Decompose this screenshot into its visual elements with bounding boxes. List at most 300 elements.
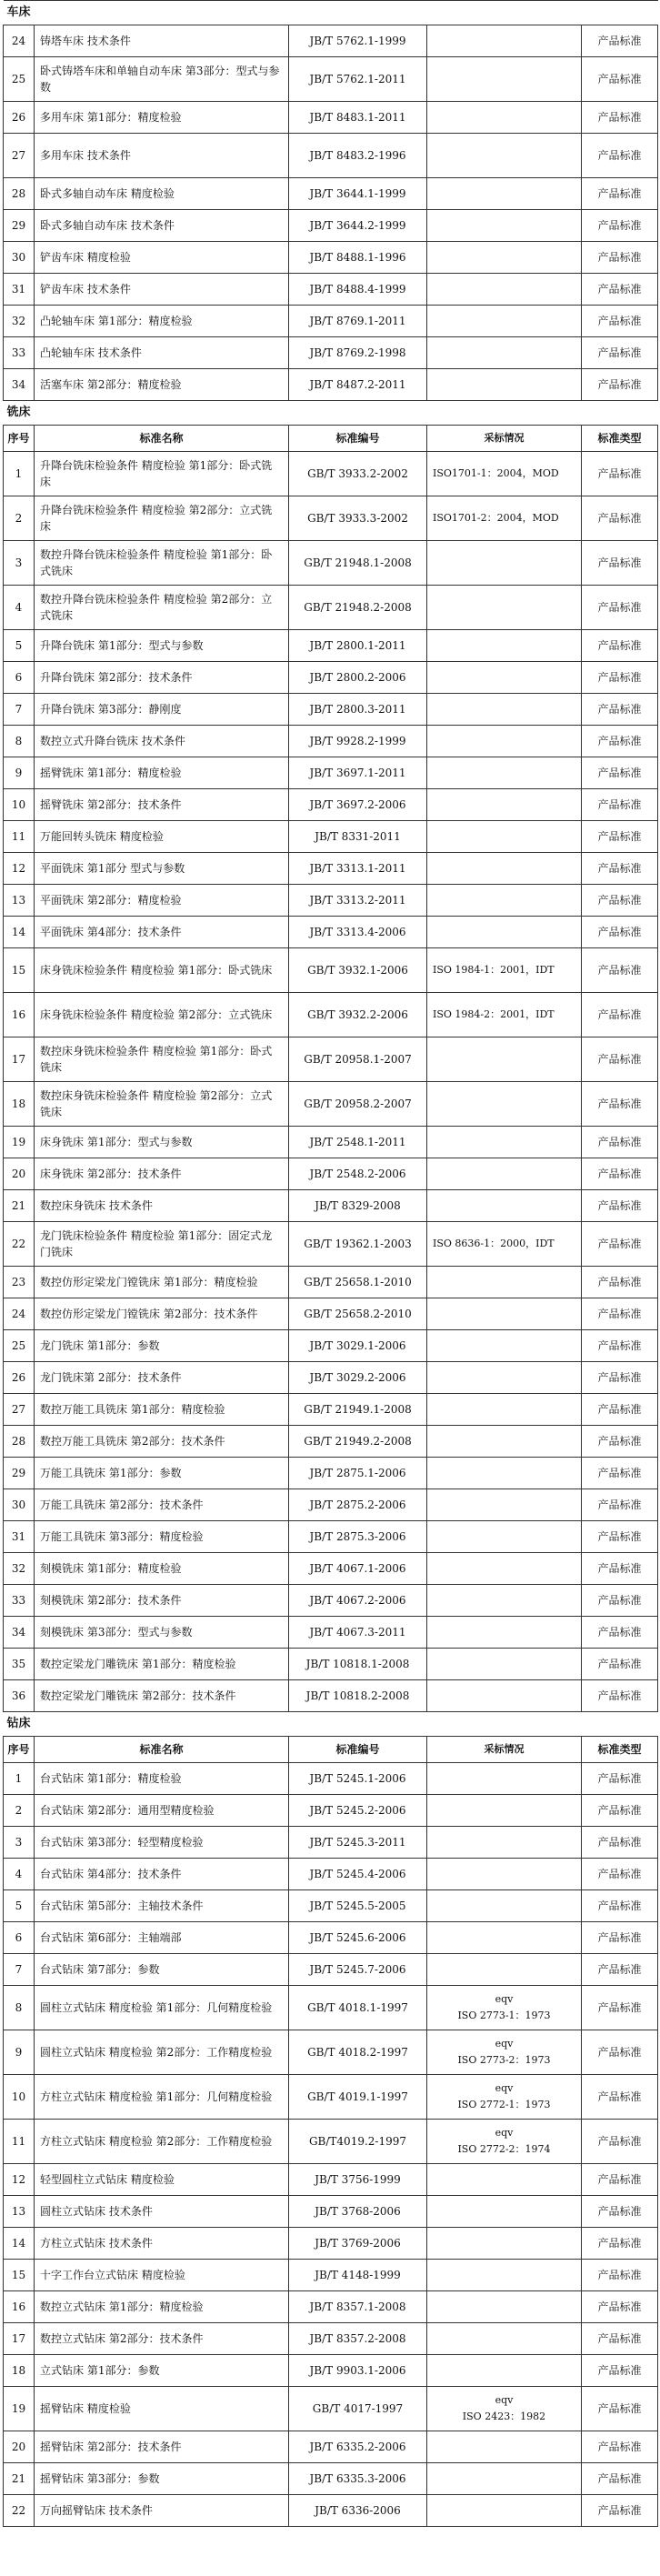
row-number: 5	[4, 630, 35, 662]
standard-type: 产品标准	[582, 917, 658, 948]
adoption-status	[427, 1617, 582, 1649]
row-number: 13	[4, 2196, 35, 2228]
row-number: 4	[4, 1859, 35, 1890]
standard-code: GB/T 4017-1997	[289, 2387, 427, 2431]
standard-code: GB/T 4019.1-1997	[289, 2075, 427, 2120]
standard-name: 数控床身铣床 技术条件	[35, 1190, 289, 1222]
standard-code: GB/T 3933.3-2002	[289, 496, 427, 541]
standard-name: 多用车床 技术条件	[35, 134, 289, 178]
table-row	[4, 2260, 658, 2291]
row-number: 32	[4, 1553, 35, 1585]
adoption-status	[427, 694, 582, 726]
standard-name: 数控升降台铣床检验条件 精度检验 第2部分：立式铣床	[35, 586, 289, 630]
row-number: 33	[4, 337, 35, 369]
adoption-status	[427, 1585, 582, 1617]
standard-code: JB/T 9928.2-1999	[289, 726, 427, 757]
row-number: 14	[4, 2228, 35, 2260]
table-row	[4, 452, 658, 496]
table-row	[4, 1158, 658, 1190]
standard-name: 卧式铸塔车床和单轴自动车床 第3部分：型式与参数	[35, 57, 289, 102]
table-row	[4, 1649, 658, 1680]
standard-type: 产品标准	[582, 789, 658, 821]
table-row	[4, 1127, 658, 1158]
row-number: 31	[4, 274, 35, 306]
standard-type: 产品标准	[582, 2463, 658, 2495]
table-row	[4, 2075, 658, 2120]
table-row	[4, 210, 658, 242]
table-row	[4, 496, 658, 541]
row-number: 24	[4, 25, 35, 57]
standard-type: 产品标准	[582, 2323, 658, 2355]
adoption-status	[427, 274, 582, 306]
standard-name: 方柱立式钻床 精度检验 第1部分：几何精度检验	[35, 2075, 289, 2120]
standard-name: 床身铣床 第2部分：技术条件	[35, 1158, 289, 1190]
standard-type: 产品标准	[582, 306, 658, 337]
standard-name: 数控床身铣床检验条件 精度检验 第1部分：卧式铣床	[35, 1037, 289, 1082]
adoption-status	[427, 2355, 582, 2387]
adoption-status	[427, 1553, 582, 1585]
standard-name: 数控立式钻床 第1部分：精度检验	[35, 2291, 289, 2323]
standard-code: JB/T 5245.2-2006	[289, 1795, 427, 1827]
standard-code: JB/T 3768-2006	[289, 2196, 427, 2228]
table-row	[4, 102, 658, 134]
table-row	[4, 1890, 658, 1922]
adoption-status	[427, 789, 582, 821]
adoption-status	[427, 369, 582, 401]
adoption-status: eqv ISO 2772-2：1974	[427, 2120, 582, 2164]
standard-type: 产品标准	[582, 2431, 658, 2463]
standard-type: 产品标准	[582, 1890, 658, 1922]
standard-type: 产品标准	[582, 1190, 658, 1222]
standard-type: 产品标准	[582, 2075, 658, 2120]
standard-name: 十字工作台立式钻床 精度检验	[35, 2260, 289, 2291]
adoption-status: eqv ISO 2773-2：1973	[427, 2030, 582, 2075]
standard-code: JB/T 4148-1999	[289, 2260, 427, 2291]
standard-name: 圆柱立式钻床 精度检验 第1部分：几何精度检验	[35, 1986, 289, 2030]
standard-name: 台式钻床 第7部分：参数	[35, 1954, 289, 1986]
standard-code: JB/T 3644.1-1999	[289, 178, 427, 210]
standard-code: JB/T 2548.1-2011	[289, 1127, 427, 1158]
standard-name: 万向摇臂钻床 技术条件	[35, 2495, 289, 2527]
standard-name: 平面铣床 第4部分：技术条件	[35, 917, 289, 948]
row-number: 19	[4, 1127, 35, 1158]
table-row	[4, 662, 658, 694]
standard-name: 万能回转头铣床 精度检验	[35, 821, 289, 853]
adoption-status	[427, 1827, 582, 1859]
adoption-status	[427, 2291, 582, 2323]
standard-type: 产品标准	[582, 1082, 658, 1127]
row-number: 10	[4, 2075, 35, 2120]
adoption-status	[427, 306, 582, 337]
standard-name: 台式钻床 第6部分：主轴端部	[35, 1922, 289, 1954]
standard-name: 铲齿车床 技术条件	[35, 274, 289, 306]
standard-code: JB/T 3313.2-2011	[289, 885, 427, 917]
standard-type: 产品标准	[582, 993, 658, 1037]
adoption-status	[427, 1330, 582, 1362]
table-row	[4, 242, 658, 274]
row-number: 35	[4, 1649, 35, 1680]
section-row	[4, 1712, 658, 1737]
standard-name: 台式钻床 第1部分：精度检验	[35, 1763, 289, 1795]
adoption-status	[427, 662, 582, 694]
standard-name: 数控仿形定梁龙门镗铣床 第1部分：精度检验	[35, 1267, 289, 1298]
standard-code: JB/T 3644.2-1999	[289, 210, 427, 242]
standard-name: 数控床身铣床检验条件 精度检验 第2部分：立式铣床	[35, 1082, 289, 1127]
standard-code: GB/T 21948.2-2008	[289, 586, 427, 630]
standard-code: JB/T 3697.2-2006	[289, 789, 427, 821]
standard-code: JB/T 3313.4-2006	[289, 917, 427, 948]
adoption-status	[427, 1127, 582, 1158]
table-row	[4, 1680, 658, 1712]
standard-type: 产品标准	[582, 541, 658, 586]
standard-code: JB/T 5245.3-2011	[289, 1827, 427, 1859]
row-number: 22	[4, 2495, 35, 2527]
adoption-status	[427, 1859, 582, 1890]
adoption-status	[427, 1763, 582, 1795]
table-row	[4, 2196, 658, 2228]
adoption-status: eqv ISO 2773-1：1973	[427, 1986, 582, 2030]
row-number: 2	[4, 1795, 35, 1827]
adoption-status	[427, 917, 582, 948]
table-row	[4, 1859, 658, 1890]
standard-code: JB/T 8357.2-2008	[289, 2323, 427, 2355]
standard-name: 摇臂铣床 第2部分：技术条件	[35, 789, 289, 821]
standard-name: 数控定梁龙门雕铣床 第1部分：精度检验	[35, 1649, 289, 1680]
table-row	[4, 630, 658, 662]
section-title: 铣床	[4, 401, 658, 426]
standard-code: JB/T 8487.2-2011	[289, 369, 427, 401]
standard-name: 床身铣床检验条件 精度检验 第2部分：立式铣床	[35, 993, 289, 1037]
adoption-status: ISO1701-1：2004，MOD	[427, 452, 582, 496]
section-row	[4, 1, 658, 25]
standard-type: 产品标准	[582, 2196, 658, 2228]
header-type: 标准类型	[582, 426, 658, 452]
row-number: 13	[4, 885, 35, 917]
standard-type: 产品标准	[582, 1222, 658, 1267]
adoption-status	[427, 1426, 582, 1458]
standard-code: JB/T 8488.1-1996	[289, 242, 427, 274]
adoption-status: ISO1701-2：2004，MOD	[427, 496, 582, 541]
adoption-status: ISO 8636-1：2000，IDT	[427, 1222, 582, 1267]
adoption-status	[427, 102, 582, 134]
standard-name: 数控仿形定梁龙门镗铣床 第2部分：技术条件	[35, 1298, 289, 1330]
row-number: 10	[4, 789, 35, 821]
adoption-status	[427, 2164, 582, 2196]
standard-code: JB/T 2800.1-2011	[289, 630, 427, 662]
adoption-status	[427, 1267, 582, 1298]
row-number: 23	[4, 1267, 35, 1298]
row-number: 21	[4, 2463, 35, 2495]
row-number: 29	[4, 1458, 35, 1489]
standard-name: 活塞车床 第2部分：精度检验	[35, 369, 289, 401]
standard-code: GB/T 21949.1-2008	[289, 1394, 427, 1426]
adoption-status	[427, 2260, 582, 2291]
adoption-status	[427, 1521, 582, 1553]
standard-type: 产品标准	[582, 2228, 658, 2260]
standard-name: 圆柱立式钻床 技术条件	[35, 2196, 289, 2228]
standard-name: 刻模铣床 第2部分：技术条件	[35, 1585, 289, 1617]
adoption-status	[427, 1680, 582, 1712]
row-number: 25	[4, 57, 35, 102]
adoption-status	[427, 630, 582, 662]
standard-name: 万能工具铣床 第3部分：精度检验	[35, 1521, 289, 1553]
row-number: 18	[4, 1082, 35, 1127]
standard-name: 床身铣床检验条件 精度检验 第1部分：卧式铣床	[35, 948, 289, 993]
standard-name: 轻型圆柱立式钻床 精度检验	[35, 2164, 289, 2196]
row-number: 11	[4, 2120, 35, 2164]
standard-type: 产品标准	[582, 1267, 658, 1298]
standard-name: 刻模铣床 第1部分：精度检验	[35, 1553, 289, 1585]
adoption-status	[427, 2431, 582, 2463]
standard-name: 摇臂钻床 精度检验	[35, 2387, 289, 2431]
standard-type: 产品标准	[582, 2030, 658, 2075]
section-row	[4, 401, 658, 426]
table-row	[4, 2120, 658, 2164]
table-row	[4, 2228, 658, 2260]
row-number: 16	[4, 993, 35, 1037]
standard-code: JB/T 3029.2-2006	[289, 1362, 427, 1394]
row-number: 2	[4, 496, 35, 541]
header-name: 标准名称	[35, 1737, 289, 1763]
standard-type: 产品标准	[582, 178, 658, 210]
standard-code: JB/T 5245.7-2006	[289, 1954, 427, 1986]
table-row	[4, 1082, 658, 1127]
row-number: 16	[4, 2291, 35, 2323]
standard-code: GB/T 4018.1-1997	[289, 1986, 427, 2030]
adoption-status: ISO 1984-1：2001，IDT	[427, 948, 582, 993]
table-row	[4, 948, 658, 993]
adoption-status	[427, 853, 582, 885]
row-number: 27	[4, 134, 35, 178]
standard-code: JB/T 5245.1-2006	[289, 1763, 427, 1795]
row-number: 25	[4, 1330, 35, 1362]
standard-name: 摇臂铣床 第1部分：精度检验	[35, 757, 289, 789]
adoption-status: eqv ISO 2772-1：1973	[427, 2075, 582, 2120]
adoption-status	[427, 178, 582, 210]
standard-type: 产品标准	[582, 1037, 658, 1082]
standard-type: 产品标准	[582, 1680, 658, 1712]
standard-code: GB/T 25658.1-2010	[289, 1267, 427, 1298]
adoption-status	[427, 885, 582, 917]
standard-code: JB/T 5762.1-1999	[289, 25, 427, 57]
row-number: 6	[4, 1922, 35, 1954]
row-number: 15	[4, 948, 35, 993]
standard-code: JB/T 8329-2008	[289, 1190, 427, 1222]
standard-code: JB/T 5245.5-2005	[289, 1890, 427, 1922]
standard-type: 产品标准	[582, 757, 658, 789]
standard-type: 产品标准	[582, 2495, 658, 2527]
adoption-status: eqv ISO 2423：1982	[427, 2387, 582, 2431]
standard-code: GB/T 20958.1-2007	[289, 1037, 427, 1082]
standard-code: JB/T 8483.1-2011	[289, 102, 427, 134]
standard-code: JB/T 2875.3-2006	[289, 1521, 427, 1553]
row-number: 29	[4, 210, 35, 242]
standard-type: 产品标准	[582, 694, 658, 726]
table-row	[4, 1330, 658, 1362]
row-number: 20	[4, 2431, 35, 2463]
standard-type: 产品标准	[582, 1298, 658, 1330]
adoption-status	[427, 1190, 582, 1222]
standard-name: 刻模铣床 第3部分：型式与参数	[35, 1617, 289, 1649]
adoption-status	[427, 210, 582, 242]
standard-type: 产品标准	[582, 1458, 658, 1489]
standard-code: JB/T 6335.3-2006	[289, 2463, 427, 2495]
standard-name: 圆柱立式钻床 精度检验 第2部分：工作精度检验	[35, 2030, 289, 2075]
row-number: 3	[4, 1827, 35, 1859]
table-row	[4, 541, 658, 586]
row-number: 17	[4, 2323, 35, 2355]
row-number: 8	[4, 1986, 35, 2030]
table-row	[4, 2323, 658, 2355]
header-row	[4, 426, 658, 452]
table-row	[4, 1489, 658, 1521]
row-number: 30	[4, 1489, 35, 1521]
standard-name: 多用车床 第1部分：精度检验	[35, 102, 289, 134]
adoption-status	[427, 2228, 582, 2260]
standard-type: 产品标准	[582, 586, 658, 630]
table-row	[4, 25, 658, 57]
adoption-status	[427, 2196, 582, 2228]
adoption-status	[427, 242, 582, 274]
standard-name: 铸塔车床 技术条件	[35, 25, 289, 57]
row-number: 20	[4, 1158, 35, 1190]
table-row	[4, 1267, 658, 1298]
standard-code: JB/T 8488.4-1999	[289, 274, 427, 306]
row-number: 28	[4, 1426, 35, 1458]
standard-type: 产品标准	[582, 1859, 658, 1890]
standard-name: 数控万能工具铣床 第2部分：技术条件	[35, 1426, 289, 1458]
standard-name: 数控立式钻床 第2部分：技术条件	[35, 2323, 289, 2355]
standard-type: 产品标准	[582, 1394, 658, 1426]
row-number: 33	[4, 1585, 35, 1617]
row-number: 14	[4, 917, 35, 948]
adoption-status	[427, 726, 582, 757]
table-row	[4, 1426, 658, 1458]
table-row	[4, 1986, 658, 2030]
standard-type: 产品标准	[582, 1426, 658, 1458]
row-number: 12	[4, 853, 35, 885]
table-row	[4, 726, 658, 757]
row-number: 1	[4, 452, 35, 496]
standard-code: JB/T 9903.1-2006	[289, 2355, 427, 2387]
standard-type: 产品标准	[582, 1521, 658, 1553]
section-title: 钻床	[4, 1712, 658, 1737]
table-row	[4, 1553, 658, 1585]
row-number: 28	[4, 178, 35, 210]
table-row	[4, 2431, 658, 2463]
adoption-status	[427, 2495, 582, 2527]
table-row	[4, 1795, 658, 1827]
standard-type: 产品标准	[582, 2291, 658, 2323]
standard-name: 平面铣床 第2部分：精度检验	[35, 885, 289, 917]
standard-type: 产品标准	[582, 1986, 658, 2030]
row-number: 6	[4, 662, 35, 694]
row-number: 1	[4, 1763, 35, 1795]
table-row	[4, 885, 658, 917]
row-number: 36	[4, 1680, 35, 1712]
row-number: 32	[4, 306, 35, 337]
standard-code: GB/T4019.2-1997	[289, 2120, 427, 2164]
standard-name: 万能工具铣床 第1部分：参数	[35, 1458, 289, 1489]
standard-type: 产品标准	[582, 102, 658, 134]
adoption-status	[427, 1954, 582, 1986]
table-row	[4, 757, 658, 789]
table-row	[4, 1190, 658, 1222]
table-row	[4, 306, 658, 337]
table-row	[4, 1037, 658, 1082]
standard-name: 数控定梁龙门雕铣床 第2部分：技术条件	[35, 1680, 289, 1712]
standard-type: 产品标准	[582, 1954, 658, 1986]
standard-code: JB/T 2875.1-2006	[289, 1458, 427, 1489]
header-type: 标准类型	[582, 1737, 658, 1763]
standard-type: 产品标准	[582, 1585, 658, 1617]
table-row	[4, 2355, 658, 2387]
header-name: 标准名称	[35, 426, 289, 452]
standard-code: JB/T 10818.2-2008	[289, 1680, 427, 1712]
standard-type: 产品标准	[582, 2260, 658, 2291]
adoption-status	[427, 541, 582, 586]
table-row	[4, 586, 658, 630]
standard-code: JB/T 8357.1-2008	[289, 2291, 427, 2323]
standard-code: JB/T 8769.2-1998	[289, 337, 427, 369]
standard-code: JB/T 3313.1-2011	[289, 853, 427, 885]
standard-name: 台式钻床 第2部分：通用型精度检验	[35, 1795, 289, 1827]
row-number: 3	[4, 541, 35, 586]
standard-code: JB/T 5245.4-2006	[289, 1859, 427, 1890]
table-row	[4, 1827, 658, 1859]
header-row	[4, 1737, 658, 1763]
row-number: 4	[4, 586, 35, 630]
standard-code: GB/T 19362.1-2003	[289, 1222, 427, 1267]
standard-name: 台式钻床 第3部分：轻型精度检验	[35, 1827, 289, 1859]
standard-type: 产品标准	[582, 2387, 658, 2431]
adoption-status	[427, 1362, 582, 1394]
row-number: 22	[4, 1222, 35, 1267]
adoption-status	[427, 1037, 582, 1082]
adoption-status	[427, 57, 582, 102]
adoption-status	[427, 25, 582, 57]
adoption-status	[427, 821, 582, 853]
standard-code: JB/T 3029.1-2006	[289, 1330, 427, 1362]
row-number: 9	[4, 2030, 35, 2075]
standard-type: 产品标准	[582, 885, 658, 917]
row-number: 30	[4, 242, 35, 274]
table-row	[4, 2291, 658, 2323]
standard-code: JB/T 3756-1999	[289, 2164, 427, 2196]
standard-type: 产品标准	[582, 630, 658, 662]
standard-code: JB/T 4067.1-2006	[289, 1553, 427, 1585]
table-row	[4, 178, 658, 210]
standard-type: 产品标准	[582, 853, 658, 885]
standard-name: 龙门铣床第 2部分：技术条件	[35, 1362, 289, 1394]
standard-type: 产品标准	[582, 1127, 658, 1158]
standard-type: 产品标准	[582, 242, 658, 274]
standard-code: GB/T 25658.2-2010	[289, 1298, 427, 1330]
adoption-status	[427, 2323, 582, 2355]
row-number: 15	[4, 2260, 35, 2291]
table-row	[4, 1585, 658, 1617]
standard-name: 卧式多轴自动车床 精度检验	[35, 178, 289, 210]
header-code: 标准编号	[289, 426, 427, 452]
standard-code: JB/T 2548.2-2006	[289, 1158, 427, 1190]
standard-name: 平面铣床 第1部分 型式与参数	[35, 853, 289, 885]
standard-type: 产品标准	[582, 25, 658, 57]
table-row	[4, 337, 658, 369]
adoption-status	[427, 1489, 582, 1521]
table-row	[4, 2495, 658, 2527]
standard-type: 产品标准	[582, 1489, 658, 1521]
row-number: 5	[4, 1890, 35, 1922]
